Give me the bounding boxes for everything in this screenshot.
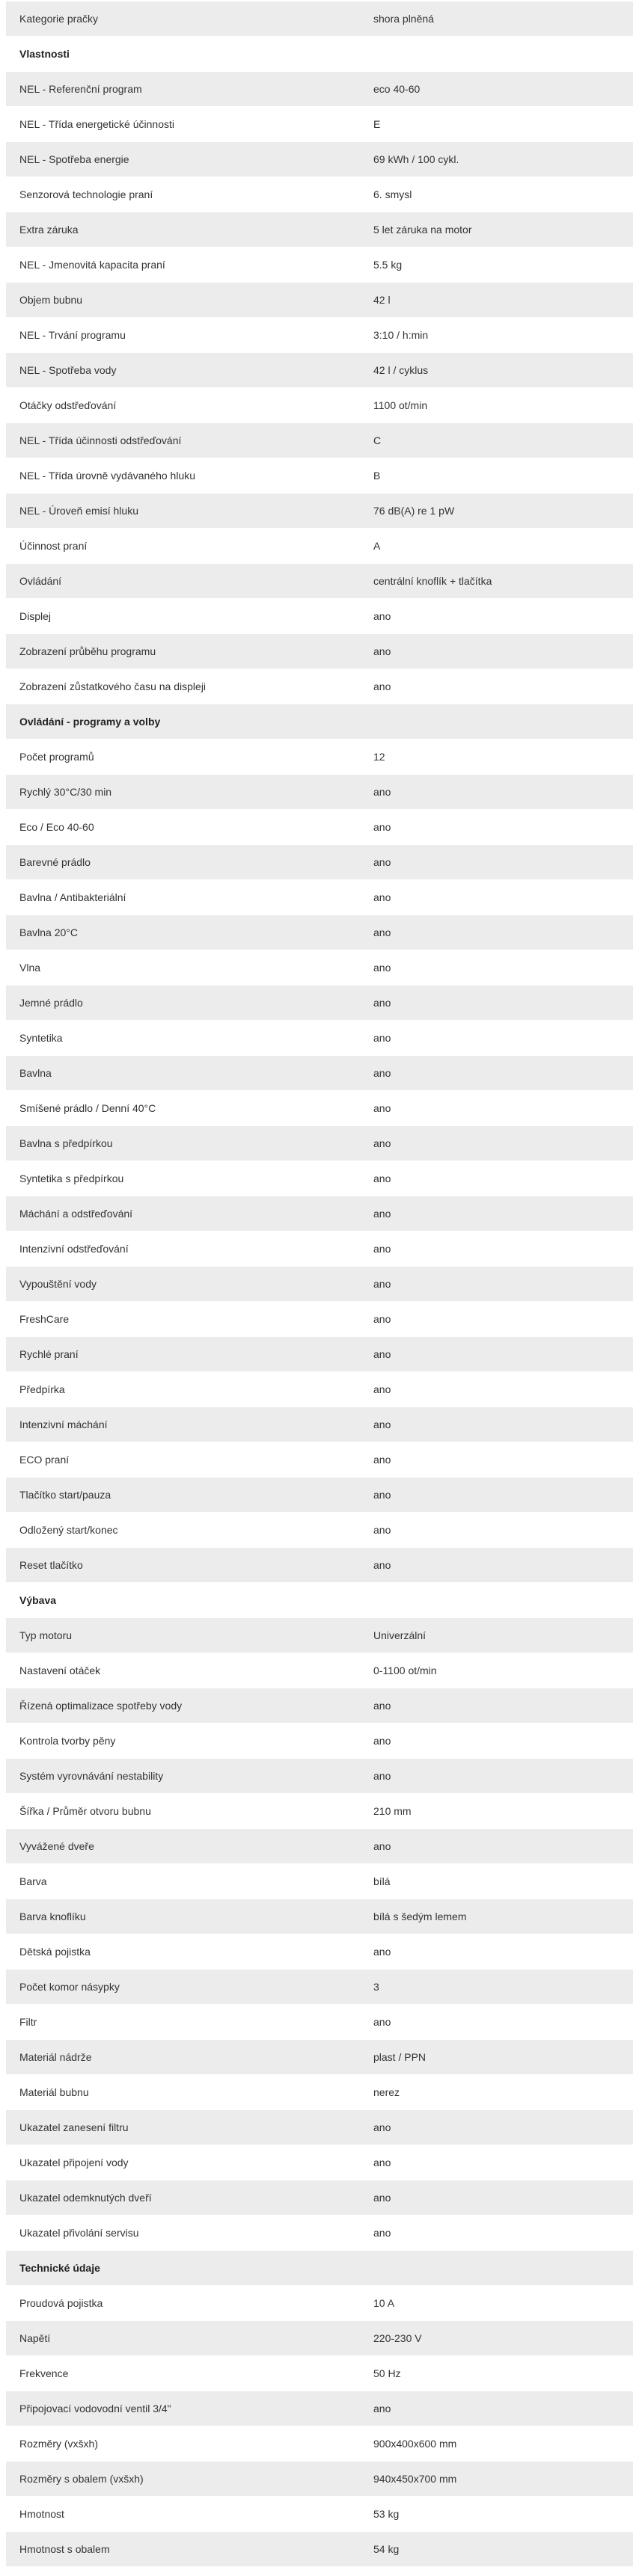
spec-label: Dětská pojistka <box>19 1946 91 1958</box>
spec-value: shora plněná <box>373 13 434 25</box>
section-title: Vlastnosti <box>19 48 70 60</box>
spec-value: B <box>373 470 381 482</box>
spec-value: 3:10 / h:min <box>373 329 429 341</box>
spec-label: Bavlna / Antibakteriální <box>19 891 126 903</box>
spec-row <box>6 845 633 880</box>
spec-label: Senzorová technologie praní <box>19 188 153 200</box>
spec-row <box>6 2180 633 2216</box>
spec-label: Objem bubnu <box>19 294 83 306</box>
spec-row <box>6 1407 633 1442</box>
spec-value: A <box>373 540 381 552</box>
spec-label: Hmotnost <box>19 2508 64 2520</box>
spec-value: ano <box>373 1770 391 1782</box>
spec-row <box>6 107 633 142</box>
spec-label: Smíšené prádlo / Denní 40°C <box>19 1102 156 1114</box>
spec-value: ano <box>373 926 391 938</box>
spec-row <box>6 2005 633 2040</box>
section-header-row <box>6 704 633 740</box>
spec-label: Proudová pojistka <box>19 2297 103 2309</box>
spec-row <box>6 1899 633 1934</box>
spec-row <box>6 1161 633 1196</box>
spec-value: 12 <box>373 751 385 763</box>
spec-value: ano <box>373 1032 391 1044</box>
spec-value: bílá s šedým lemem <box>373 1911 467 1922</box>
spec-row <box>6 1478 633 1513</box>
section-title: Technické údaje <box>19 2262 100 2274</box>
spec-row <box>6 2145 633 2180</box>
spec-label: Materiál bubnu <box>19 2086 89 2098</box>
spec-row <box>6 423 633 458</box>
spec-label: Počet programů <box>19 751 94 763</box>
spec-label: Kategorie pračky <box>19 13 99 25</box>
spec-row <box>6 1232 633 1267</box>
spec-label: FreshCare <box>19 1313 70 1325</box>
spec-row <box>6 810 633 845</box>
spec-label: Ovládání <box>19 575 62 587</box>
spec-label: NEL - Spotřeba vody <box>19 364 117 376</box>
spec-row <box>6 283 633 318</box>
spec-value: ano <box>373 962 391 974</box>
spec-label: Extra záruka <box>19 224 79 236</box>
spec-value: ano <box>373 1137 391 1149</box>
spec-label: Rozměry (vxšxh) <box>19 2438 99 2450</box>
section-header-row <box>6 37 633 72</box>
spec-label: Tlačítko start/pauza <box>19 1489 111 1501</box>
spec-value: ano <box>373 1208 391 1220</box>
spec-value: 5.5 kg <box>373 259 403 271</box>
spec-row <box>6 1337 633 1372</box>
spec-label: Ukazatel odemknutých dveří <box>19 2192 152 2204</box>
spec-value: ano <box>373 1067 391 1079</box>
spec-row <box>6 1021 633 1056</box>
spec-value: Univerzální <box>373 1629 426 1641</box>
spec-row <box>6 915 633 950</box>
spec-value: 940x450x700 mm <box>373 2473 457 2485</box>
spec-row <box>6 1724 633 1759</box>
spec-label: Reset tlačítko <box>19 1559 83 1571</box>
spec-value: 69 kWh / 100 cykl. <box>373 153 459 165</box>
spec-value: 76 dB(A) re 1 pW <box>373 505 455 517</box>
spec-label: Rozměry s obalem (vxšxh) <box>19 2473 144 2485</box>
spec-label: Vyvážené dveře <box>19 1840 94 1852</box>
spec-value: 10 A <box>373 2297 395 2309</box>
spec-label: Ukazatel připojení vody <box>19 2157 129 2168</box>
spec-value: ano <box>373 1489 391 1501</box>
spec-row <box>6 388 633 423</box>
spec-label: Odložený start/konec <box>19 1524 118 1536</box>
spec-row <box>6 318 633 353</box>
spec-value: ano <box>373 997 391 1009</box>
spec-label: NEL - Spotřeba energie <box>19 153 129 165</box>
spec-label: Počet komor násypky <box>19 1981 120 1993</box>
spec-label: NEL - Úroveň emisí hluku <box>19 505 138 517</box>
spec-label: Intenzivní máchání <box>19 1418 108 1430</box>
spec-row <box>6 494 633 529</box>
spec-row <box>6 1653 633 1688</box>
spec-row <box>6 1 633 37</box>
spec-row <box>6 1934 633 1970</box>
spec-row <box>6 986 633 1021</box>
spec-row <box>6 1548 633 1583</box>
spec-row <box>6 880 633 915</box>
spec-row <box>6 1302 633 1337</box>
spec-label: Syntetika s předpírkou <box>19 1172 124 1184</box>
spec-row <box>6 458 633 494</box>
spec-value: 1100 ot/min <box>373 399 428 411</box>
spec-row <box>6 634 633 669</box>
spec-row <box>6 1513 633 1548</box>
spec-label: Systém vyrovnávání nestability <box>19 1770 164 1782</box>
spec-row <box>6 248 633 283</box>
spec-label: Barevné prádlo <box>19 856 91 868</box>
spec-label: Účinnost praní <box>19 540 88 552</box>
spec-value: ano <box>373 1700 391 1712</box>
spec-label: NEL - Třída úrovně vydávaného hluku <box>19 470 196 482</box>
section-title: Ovládání - programy a volby <box>19 716 161 728</box>
section-title: Výbava <box>19 1594 57 1606</box>
spec-label: Zobrazení zůstatkového času na displeji <box>19 680 207 692</box>
spec-label: Ukazatel přivolání servisu <box>19 2227 139 2239</box>
spec-label: NEL - Třída energetické účinnosti <box>19 118 174 130</box>
spec-row <box>6 775 633 810</box>
spec-label: Syntetika <box>19 1032 63 1044</box>
spec-value: 900x400x600 mm <box>373 2438 457 2450</box>
spec-value: ano <box>373 2121 391 2133</box>
spec-label: Intenzivní odstřeďování <box>19 1243 129 1255</box>
spec-row <box>6 177 633 212</box>
spec-label: Eco / Eco 40-60 <box>19 821 94 833</box>
spec-row <box>6 2075 633 2110</box>
spec-label: Šířka / Průměr otvoru bubnu <box>19 1805 151 1817</box>
spec-value: 53 kg <box>373 2508 400 2520</box>
spec-row <box>6 1372 633 1407</box>
spec-value: C <box>373 434 382 446</box>
spec-row <box>6 740 633 775</box>
spec-row <box>6 1688 633 1724</box>
spec-value: bílá <box>373 1875 391 1887</box>
spec-label: Hmotnost s obalem <box>19 2543 110 2555</box>
spec-label: Typ motoru <box>19 1629 73 1641</box>
spec-row <box>6 1126 633 1161</box>
spec-row <box>6 1442 633 1478</box>
spec-label: NEL - Trvání programu <box>19 329 126 341</box>
spec-label: Zobrazení průběhu programu <box>19 645 156 657</box>
spec-row <box>6 950 633 986</box>
section-header-row <box>6 1583 633 1618</box>
spec-row <box>6 353 633 388</box>
spec-row <box>6 2216 633 2251</box>
spec-label: NEL - Třída účinnosti odstřeďování <box>19 434 182 446</box>
spec-value: plast / PPN <box>373 2051 426 2063</box>
spec-value: 42 l <box>373 294 391 306</box>
spec-value: ano <box>373 2403 391 2414</box>
spec-value: centrální knoflík + tlačítka <box>373 575 492 587</box>
spec-value: ano <box>373 1559 391 1571</box>
spec-row <box>6 599 633 634</box>
spec-row <box>6 2321 633 2356</box>
spec-label: Otáčky odstřeďování <box>19 399 117 411</box>
spec-row <box>6 1759 633 1794</box>
spec-value: nerez <box>373 2086 400 2098</box>
spec-row <box>6 1618 633 1653</box>
spec-label: Řízená optimalizace spotřeby vody <box>19 1700 183 1712</box>
spec-value: ano <box>373 1840 391 1852</box>
spec-value: ano <box>373 1383 391 1395</box>
spec-label: Připojovací vodovodní ventil 3/4" <box>19 2403 171 2414</box>
spec-value: ano <box>373 891 391 903</box>
spec-label: Rychlý 30°C/30 min <box>19 786 112 798</box>
spec-label: Frekvence <box>19 2367 69 2379</box>
spec-row <box>6 1829 633 1864</box>
spec-label: Vlna <box>19 962 41 974</box>
spec-value: ano <box>373 1524 391 1536</box>
spec-value: E <box>373 118 381 130</box>
spec-label: Bavlna <box>19 1067 52 1079</box>
spec-value: 0-1100 ot/min <box>373 1664 437 1676</box>
spec-label: Bavlna 20°C <box>19 926 78 938</box>
spec-row <box>6 72 633 107</box>
spec-label: Nastavení otáček <box>19 1664 101 1676</box>
spec-value: ano <box>373 786 391 798</box>
spec-value: 6. smysl <box>373 188 412 200</box>
spec-value: ano <box>373 2016 391 2028</box>
spec-label: NEL - Referenční program <box>19 83 142 95</box>
spec-row <box>6 1056 633 1091</box>
spec-value: 42 l / cyklus <box>373 364 429 376</box>
spec-value: ano <box>373 680 391 692</box>
spec-value: 210 mm <box>373 1805 412 1817</box>
spec-row <box>6 212 633 248</box>
spec-value: ano <box>373 856 391 868</box>
spec-label: Barva knoflíku <box>19 1911 86 1922</box>
spec-row <box>6 2462 633 2497</box>
spec-row <box>6 2286 633 2321</box>
spec-row <box>6 669 633 704</box>
spec-label: Filtr <box>19 2016 37 2028</box>
spec-value: ano <box>373 1172 391 1184</box>
spec-label: Napětí <box>19 2332 51 2344</box>
specification-table <box>6 1 633 2567</box>
spec-value: ano <box>373 2227 391 2239</box>
spec-row <box>6 2391 633 2426</box>
spec-row <box>6 564 633 599</box>
spec-value: ano <box>373 1946 391 1958</box>
spec-row <box>6 529 633 564</box>
spec-row <box>6 2110 633 2145</box>
spec-value: ano <box>373 1348 391 1360</box>
spec-label: Rychlé praní <box>19 1348 79 1360</box>
spec-label: ECO praní <box>19 1454 70 1466</box>
spec-value: 220-230 V <box>373 2332 422 2344</box>
spec-value: ano <box>373 2192 391 2204</box>
spec-value: ano <box>373 1278 391 1290</box>
spec-row <box>6 2040 633 2075</box>
spec-value: ano <box>373 1454 391 1466</box>
spec-label: Bavlna s předpírkou <box>19 1137 113 1149</box>
spec-value: ano <box>373 821 391 833</box>
spec-value: ano <box>373 1102 391 1114</box>
spec-value: ano <box>373 645 391 657</box>
spec-label: Máchání a odstřeďování <box>19 1208 133 1220</box>
section-header-row <box>6 2251 633 2286</box>
spec-row <box>6 1794 633 1829</box>
spec-row <box>6 1970 633 2005</box>
spec-label: Vypouštění vody <box>19 1278 97 1290</box>
spec-value: ano <box>373 1735 391 1747</box>
spec-value: ano <box>373 1313 391 1325</box>
spec-label: Displej <box>19 610 52 622</box>
spec-row <box>6 1091 633 1126</box>
spec-value: 5 let záruka na motor <box>373 224 472 236</box>
spec-row <box>6 142 633 177</box>
spec-row <box>6 2356 633 2391</box>
spec-label: Materiál nádrže <box>19 2051 92 2063</box>
spec-label: Barva <box>19 1875 47 1887</box>
spec-value: 3 <box>373 1981 379 1993</box>
spec-row <box>6 1196 633 1232</box>
spec-value: ano <box>373 1243 391 1255</box>
spec-label: NEL - Jmenovitá kapacita praní <box>19 259 165 271</box>
spec-value: 54 kg <box>373 2543 400 2555</box>
spec-row <box>6 1864 633 1899</box>
spec-label: Předpírka <box>19 1383 65 1395</box>
spec-label: Ukazatel zanesení filtru <box>19 2121 129 2133</box>
spec-value: ano <box>373 610 391 622</box>
spec-row <box>6 2426 633 2462</box>
spec-value: ano <box>373 2157 391 2168</box>
spec-value: ano <box>373 1418 391 1430</box>
spec-row <box>6 2532 633 2567</box>
spec-value: eco 40-60 <box>373 83 421 95</box>
spec-row <box>6 1267 633 1302</box>
spec-row <box>6 2497 633 2532</box>
spec-label: Kontrola tvorby pěny <box>19 1735 116 1747</box>
spec-value: 50 Hz <box>373 2367 401 2379</box>
spec-label: Jemné prádlo <box>19 997 83 1009</box>
